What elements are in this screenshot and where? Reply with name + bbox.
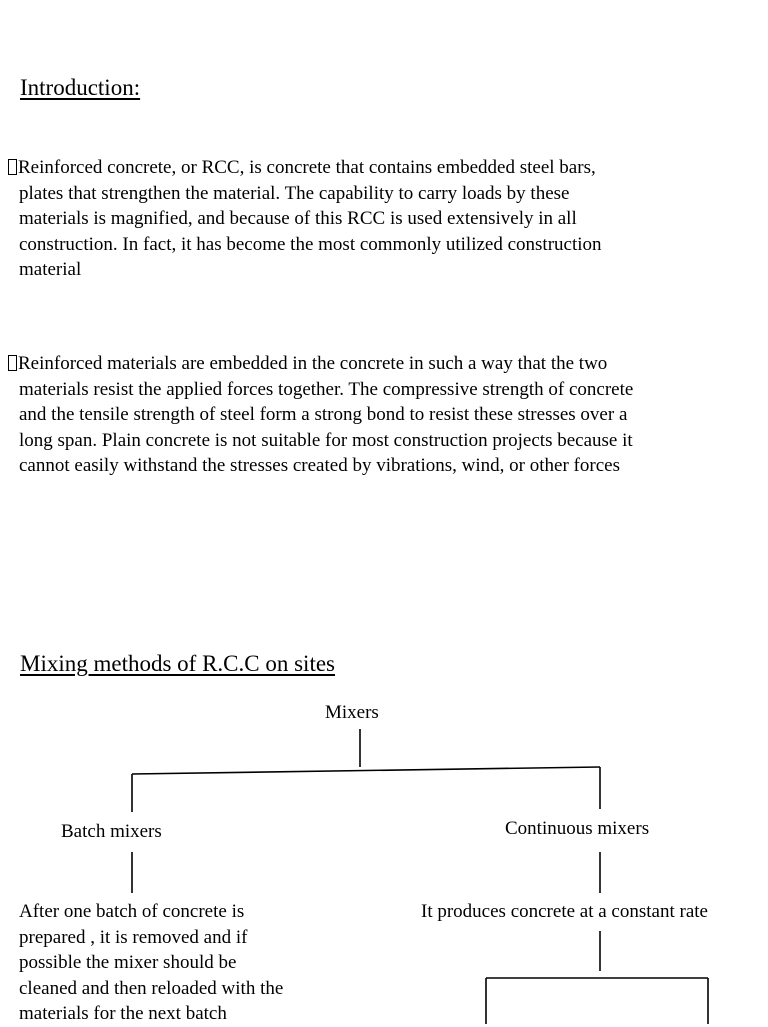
paragraph-line: Reinforced concrete, or RCC, is concrete that contains embedded steel bars, — [18, 157, 596, 178]
paragraph-line: long span. Plain concrete is not suitable for most construction projects because it — [19, 429, 633, 451]
mixing-heading: Mixing methods of R.C.C on sites — [20, 651, 335, 676]
branch-horizontal-line — [132, 767, 600, 774]
description-line: cleaned and then reloaded with the — [19, 977, 284, 999]
continuous-mixers-description: It produces concrete at a constant rate — [421, 901, 708, 922]
paragraph-line: plates that strengthen the material. The capability to carry loads by these — [19, 182, 570, 204]
intro-heading: Introduction: — [20, 75, 141, 100]
tree-node-batch-mixers: Batch mixers — [61, 821, 162, 842]
paragraph-line: Reinforced materials are embedded in the concrete in such a way that the two — [18, 353, 608, 374]
description-line: After one batch of concrete is — [19, 901, 245, 922]
description-line: prepared , it is removed and if — [19, 926, 248, 948]
paragraph-line: construction. In fact, it has become the most commonly utilized construction — [19, 233, 602, 255]
batch-mixers-description — [19, 899, 283, 1027]
paragraph-line: materials is magnified, and because of this RCC is used extensively in all — [19, 208, 577, 229]
tree-root-mixers: Mixers — [325, 702, 379, 723]
description-line: materials for the next batch — [19, 1003, 227, 1024]
paragraph-line: and the tensile strength of steel form a strong bond to resist these stresses over a — [19, 404, 628, 425]
paragraph-line: material — [19, 259, 82, 280]
tree-node-continuous-mixers: Continuous mixers — [505, 818, 650, 839]
description-line: possible the mixer should be — [19, 952, 237, 973]
paragraph-line: materials resist the applied forces together. The compressive strength of concrete — [19, 378, 634, 400]
paragraph-line: cannot easily withstand the stresses created by vibrations, wind, or other forces — [19, 455, 620, 476]
